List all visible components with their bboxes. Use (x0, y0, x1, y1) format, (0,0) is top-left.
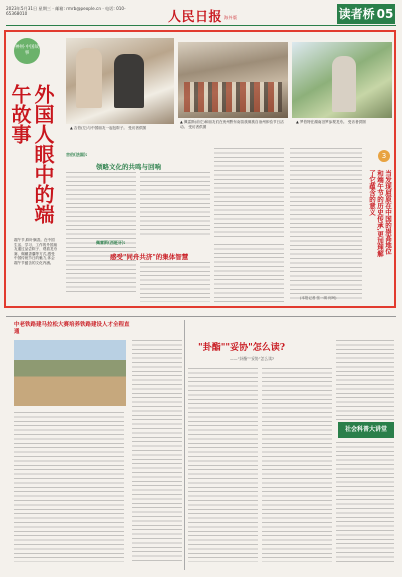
lower-divider (6, 316, 396, 317)
column-tag: 神州·中国故事 (14, 38, 40, 64)
lower-left-title: 中老铁路建马拉松大赛培养铁路建设人才全程直通 (14, 322, 130, 335)
section-2-body-col2 (214, 244, 284, 302)
photo-figure (76, 48, 102, 108)
lower-left-body (14, 412, 124, 562)
section-2-body (140, 262, 210, 302)
feature-intro: 端午节,粽叶飘香。在中国生活、学习、工作的外国朋友通过品尝粽子、观看龙舟赛、佩戴香囊等方式,感受中国传统节日的魅力,体会端午节蕴含的文化内涵。 (14, 238, 58, 265)
section-badge (337, 4, 395, 24)
feature-title: 外国人眼中的端午故事 (8, 84, 55, 224)
section-3-body (290, 148, 362, 302)
masthead-meta: 2023年5月31日 星期三 · 邮箱: rmrb@people.cn · 电话: 010-65368010 (6, 6, 126, 16)
lower-left-photo (14, 340, 126, 406)
section-3-number: 3 (378, 150, 390, 162)
photo-2 (178, 42, 288, 118)
pull-quote: 当发现屈原在中国的崇高地位和端午节的历史传承,更加理解了它蕴含的意义 (368, 170, 392, 257)
lower-middle-body (188, 368, 258, 562)
section-2-author: 佩雷斯(西班牙): (96, 240, 126, 245)
byline: (本报记者 张一琪 何珂) (300, 296, 337, 300)
page-number: 05 (376, 7, 394, 21)
newspaper-logo (168, 6, 238, 25)
section-1-body-col3 (214, 148, 284, 238)
lower-right-body-2 (336, 442, 394, 562)
section-2-heading: 感受"同舟共济"的集体智慧 (110, 253, 189, 261)
lower-middle-sub: ——“卦酯”“妥协”怎么读? (230, 356, 275, 361)
photo-caption-2: ▲ 佩雷斯(前左)和朋友们在贵州黔东南苗族侗族自治州体验节日活动。 受访者供图 (180, 120, 284, 129)
vertical-divider (184, 320, 185, 570)
science-badge: 社会科普大讲堂 (338, 422, 394, 438)
lower-middle-title: "卦酯""妥协"怎么读? (198, 343, 286, 353)
section-1-body-col2 (140, 172, 210, 238)
photo-1 (66, 38, 174, 124)
photo-caption-3: ▲ 罗伯特在湖南汨罗参观龙舟。 受访者供图 (296, 120, 366, 124)
section-1-body (66, 172, 136, 292)
section-1-author: 吉伯(法国): (66, 152, 88, 157)
photo-crowd (184, 82, 282, 112)
photo-figure (332, 56, 356, 112)
section-name: 读者桥 (338, 7, 375, 21)
lower-right-body (336, 340, 394, 420)
photo-figure (114, 54, 144, 108)
section-1-heading: 领略文化的共鸣与回响 (96, 163, 161, 171)
logo-sub: 海外版 (224, 14, 238, 20)
lower-left-col2 (132, 340, 182, 562)
lower-middle-body-col2 (262, 368, 332, 562)
photo-caption-1: ▲ 吉伯(左)与中国朋友一起包粽子。 受访者供图 (70, 126, 147, 130)
header-rule (6, 25, 396, 26)
photo-3 (292, 42, 392, 118)
logo-text: 人民日报 (168, 10, 223, 25)
